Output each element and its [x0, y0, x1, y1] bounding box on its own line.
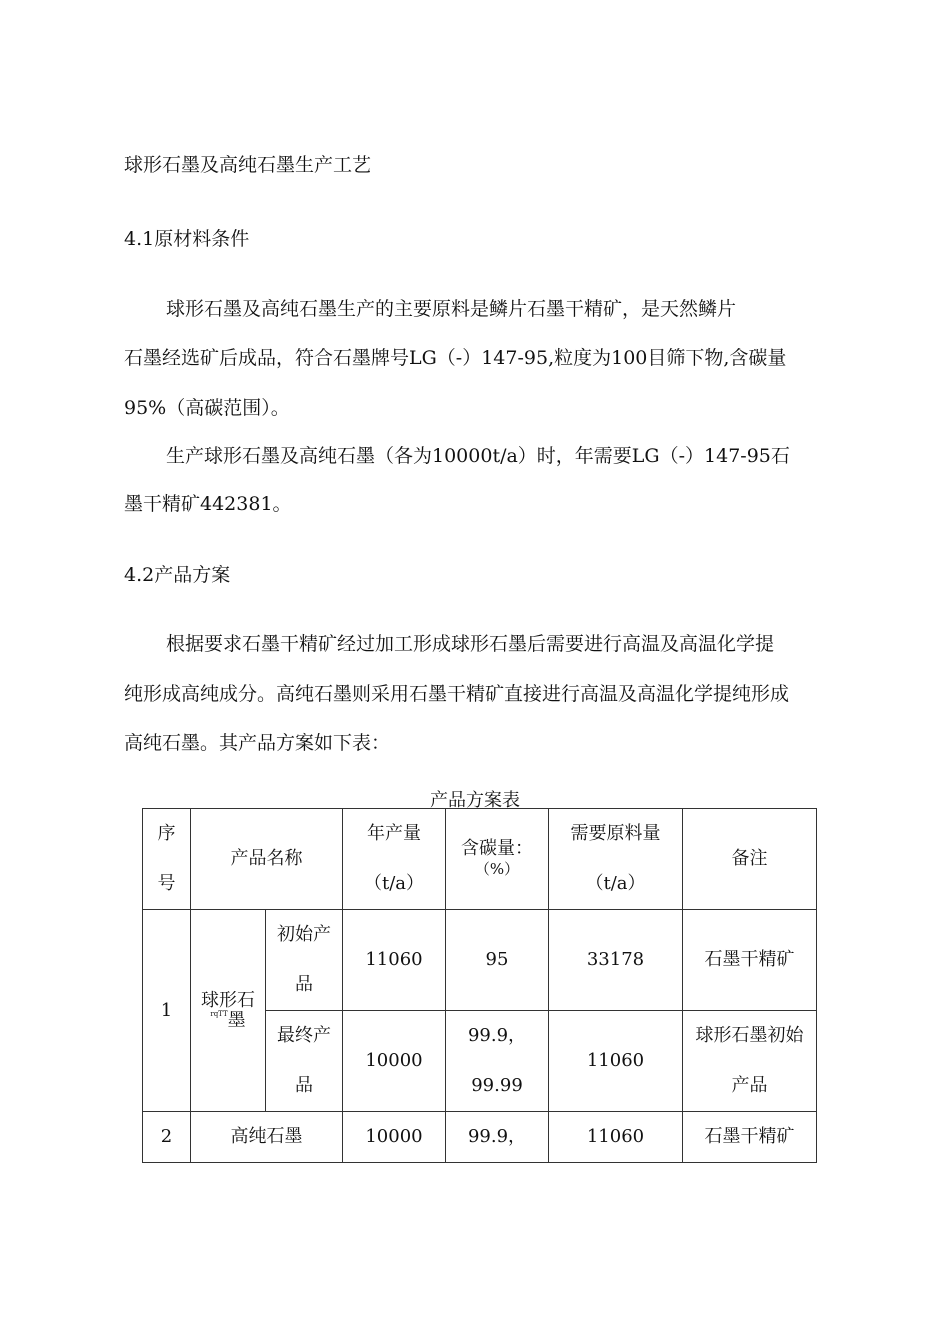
row1-sub2-carbon-line2: 99.99 — [471, 1075, 523, 1096]
paragraph-3-line-2: 纯形成高纯成分。高纯石墨则采用石墨干精矿直接进行高温及高温化学提纯形成 — [124, 683, 790, 705]
header-seq — [143, 809, 191, 910]
paragraph-1-line-1: 球形石墨及高纯石墨生产的主要原料是鳞片石墨干精矿，是天然鳞片 — [166, 298, 737, 320]
row1-sub2-name-line2: 品 — [295, 1075, 313, 1096]
header-product-name: 产品名称 — [191, 809, 343, 910]
row1-sub2-raw: 11060 — [549, 1011, 683, 1112]
row1-sub1-output: 11060 — [343, 910, 446, 1011]
header-raw-material — [549, 809, 683, 910]
header-carbon-content — [446, 809, 549, 910]
row1-product-group-line1: 球形石 — [201, 989, 255, 1011]
row2-carbon: 99.9， — [446, 1112, 549, 1163]
row1-sub1-raw: 33178 — [549, 910, 683, 1011]
row1-sub2-output: 10000 — [343, 1011, 446, 1112]
row1-seq: 1 — [143, 910, 191, 1112]
row1-sub2-remark-line1: 球形石墨初始 — [695, 1025, 804, 1046]
row1-sub1-name-line1: 初始产 — [277, 924, 331, 945]
table-row — [143, 910, 817, 1011]
row1-sub2-remark — [683, 1011, 817, 1112]
paragraph-3-line-1: 根据要求石墨干精矿经过加工形成球形石墨后需要进行高温及高温化学提 — [166, 633, 775, 655]
table-header-row — [143, 809, 817, 910]
row1-sub2-carbon — [446, 1011, 549, 1112]
row1-sub1-name-line2: 品 — [295, 974, 313, 995]
header-remark: 备注 — [683, 809, 817, 910]
row1-sub2-name-line1: 最终产 — [277, 1025, 331, 1046]
product-plan-table — [142, 808, 817, 1163]
header-raw-material-label: 需要原料量 — [570, 823, 661, 844]
header-raw-material-unit: （t/a） — [585, 873, 646, 894]
row1-product-group-tail: 墨 — [227, 1009, 246, 1031]
header-annual-output-unit: （t/a） — [363, 873, 425, 894]
table-row — [143, 1112, 817, 1163]
row1-product-group-artifact: rqTT — [210, 1009, 228, 1018]
paragraph-1-line-2: 石墨经选矿后成品，符合石墨牌号LG（-）147-95,粒度为100目筛下物,含碳量 — [124, 347, 787, 369]
section-heading-4-1: 4.1原材料条件 — [124, 228, 250, 250]
row2-seq: 2 — [143, 1112, 191, 1163]
header-carbon-content-unit: （%） — [474, 860, 520, 878]
paragraph-2-line-2: 墨干精矿442381。 — [124, 493, 292, 515]
row2-raw: 11060 — [549, 1112, 683, 1163]
paragraph-1-line-3: 95%（高碳范围）。 — [124, 397, 290, 419]
header-seq-top: 序 — [157, 823, 176, 844]
row1-sub1-carbon: 95 — [446, 910, 549, 1011]
document-title: 球形石墨及高纯石墨生产工艺 — [124, 154, 372, 176]
table-caption: 产品方案表 — [430, 790, 520, 811]
paragraph-2-line-1: 生产球形石墨及高纯石墨（各为10000t/a）时，年需要LG（-）147-95石 — [166, 445, 790, 467]
row2-name: 高纯石墨 — [191, 1112, 343, 1163]
section-heading-4-2: 4.2产品方案 — [124, 564, 231, 586]
row1-sub2-remark-line2: 产品 — [731, 1075, 768, 1096]
row1-sub1-remark: 石墨干精矿 — [683, 910, 817, 1011]
row2-output: 10000 — [343, 1112, 446, 1163]
row1-sub2-name — [266, 1011, 343, 1112]
paragraph-3-line-3: 高纯石墨。其产品方案如下表： — [124, 732, 391, 754]
row1-product-group — [191, 910, 266, 1112]
row1-sub1-name — [266, 910, 343, 1011]
row2-remark: 石墨干精矿 — [683, 1112, 817, 1163]
header-annual-output — [343, 809, 446, 910]
header-seq-bottom: 号 — [157, 873, 176, 894]
header-carbon-content-label: 含碳量： — [461, 838, 533, 859]
row1-sub2-carbon-line1: 99.9， — [467, 1025, 527, 1046]
row1-product-group-line2 — [191, 1011, 265, 1031]
header-annual-output-label: 年产量 — [367, 823, 421, 844]
